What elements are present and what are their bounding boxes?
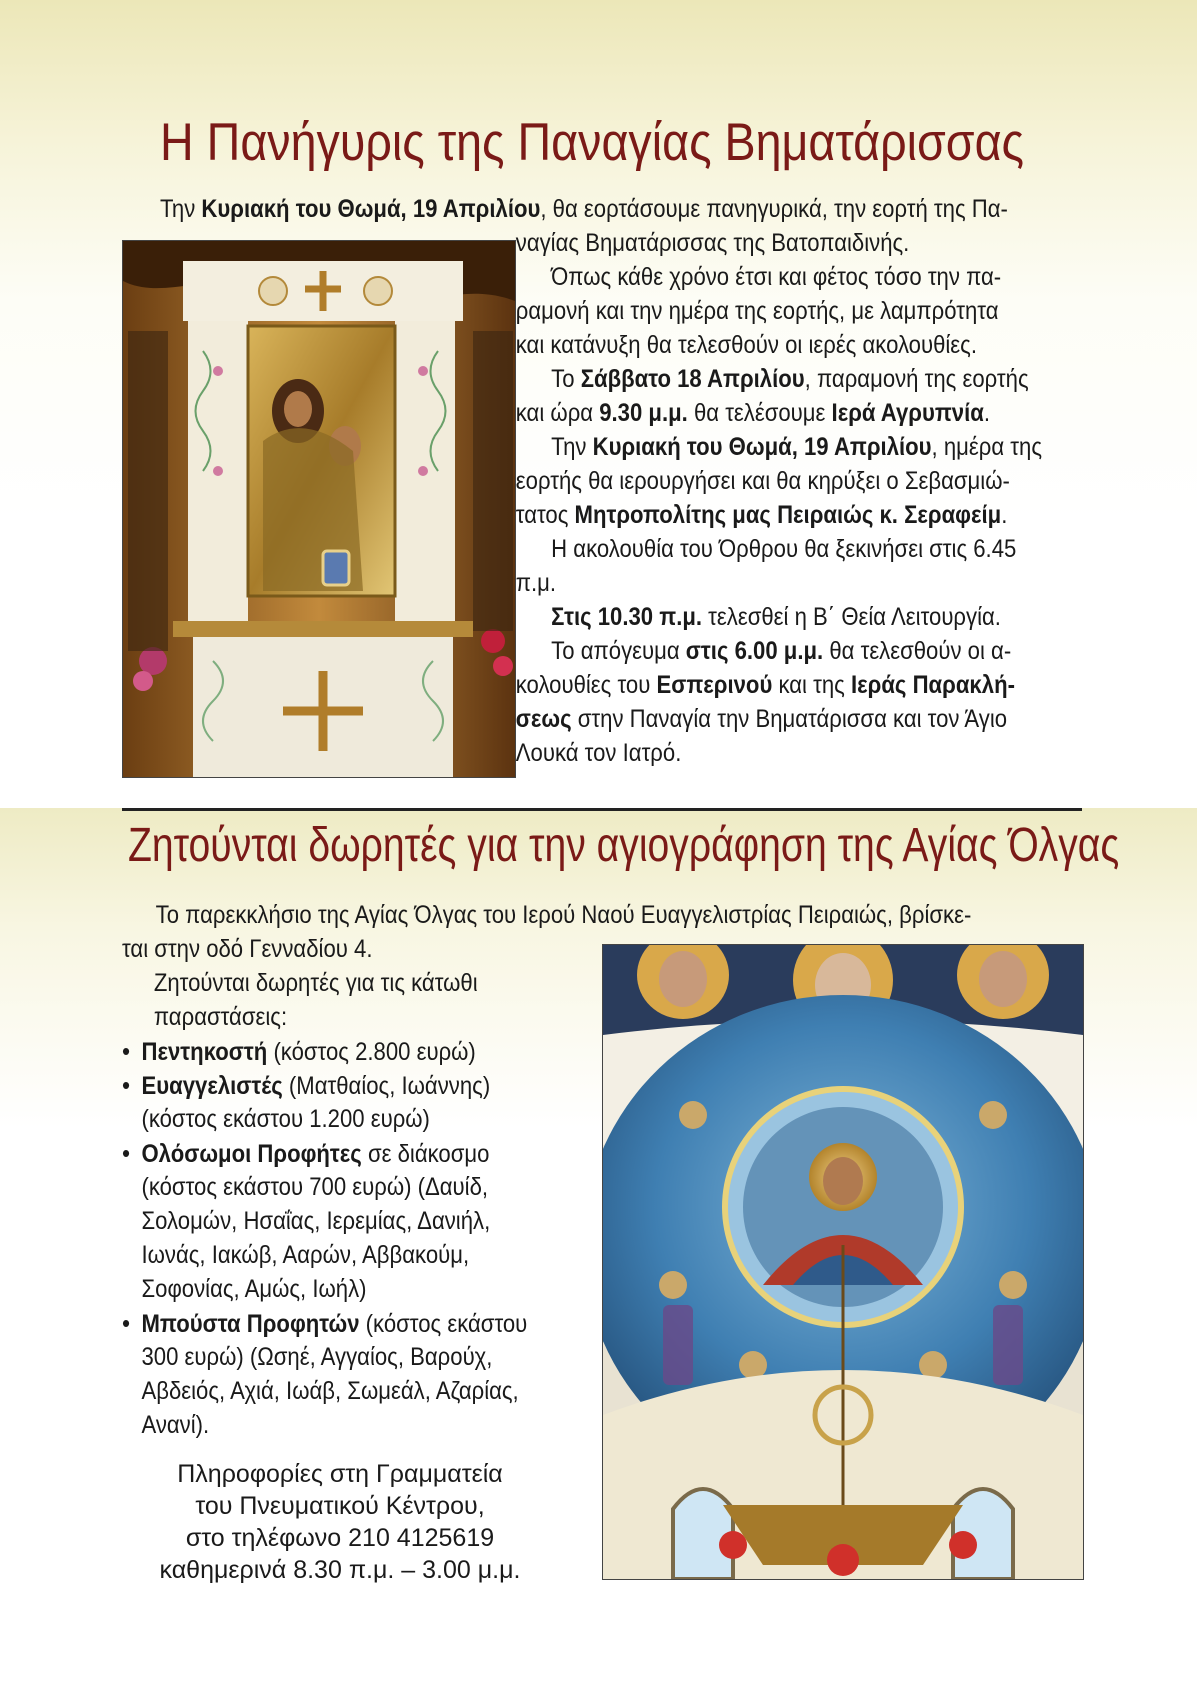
text-segment: Λουκά τον Ιατρό. xyxy=(515,739,682,767)
paragraph-line xyxy=(160,362,1042,396)
paragraph-line xyxy=(160,430,1042,464)
text-segment: Η ακολουθία του Όρθρου θα ξεκινήσει στις 6.45 xyxy=(551,535,1017,563)
emphasis-text: Κυριακή του Θωμά, 19 Απριλίου xyxy=(201,195,541,223)
paragraph-line xyxy=(160,294,1042,328)
list-item xyxy=(122,1068,527,1102)
emphasis-text: Ολόσωμοι Προφήτες xyxy=(141,1140,362,1168)
paragraph-line xyxy=(160,634,1042,668)
text-segment: , ημέρα της xyxy=(931,433,1042,461)
info-line: του Πνευματικού Κέντρου, xyxy=(195,1492,485,1520)
donors-section xyxy=(122,966,527,1442)
text-segment: εορτής θα ιερουργήσει και θα κηρύξει ο Σεβασμιώ- xyxy=(515,467,1010,495)
paragraph-line xyxy=(160,396,1042,430)
text-segment: Το απόγευμα xyxy=(551,637,686,665)
text-segment: π.μ. xyxy=(515,569,557,597)
text-segment: Σοφονίας, Αμώς, Ιωήλ) xyxy=(141,1275,367,1303)
paragraph-line xyxy=(160,192,1042,226)
section1-title: Η Πανήγυρις της Παναγίας Βηματάρισσας xyxy=(160,113,1025,172)
emphasis-text: Ιερά Αγρυπνία xyxy=(831,399,984,427)
paragraph-line xyxy=(160,702,1042,736)
dome-fresco-photo xyxy=(602,944,1084,1580)
text-segment: ραμονή και την ημέρα της εορτής, με λαμπρότητα xyxy=(515,297,999,325)
text-segment: (κόστος 2.800 ευρώ) xyxy=(267,1038,476,1066)
paragraph-line xyxy=(160,328,1042,362)
list-item-continuation xyxy=(122,1238,527,1272)
paragraph-line xyxy=(160,736,1042,770)
paragraph-line xyxy=(160,498,1042,532)
text-segment: Την xyxy=(551,433,593,461)
emphasis-text: 9.30 μ.μ. xyxy=(599,399,688,427)
emphasis-text: Ευαγγελιστές xyxy=(141,1072,283,1100)
paragraph-line xyxy=(160,464,1042,498)
list-item-continuation xyxy=(122,1170,527,1204)
list-item xyxy=(122,1136,527,1170)
info-line: Πληροφορίες στη Γραμματεία xyxy=(177,1460,503,1488)
text-segment: , παραμονή της εορτής xyxy=(804,365,1029,393)
text-segment: Ιωνάς, Ιακώβ, Ααρών, Αββακούμ, xyxy=(141,1241,470,1269)
paragraph-line xyxy=(160,668,1042,702)
list-item-continuation xyxy=(122,1272,527,1306)
paragraph-line xyxy=(160,532,1042,566)
text-segment: στην Παναγία την Βηματάρισσα και τον Άγιο xyxy=(571,705,1008,733)
text-segment: θα τελεσθούν οι α- xyxy=(823,637,1012,665)
list-item-continuation xyxy=(122,1102,527,1136)
text-segment: κολουθίες του xyxy=(515,671,657,699)
intro-line: Το παρεκκλήσιο της Αγίας Όλγας του Ιερού Ναού Ευαγγελιστρίας Πειραιώς, βρίσκε- xyxy=(155,901,972,929)
donors-line: παραστάσεις: xyxy=(153,1003,288,1031)
list-item-continuation xyxy=(122,1204,527,1238)
text-segment: ναγίας Βηματάρισσας της Βατοπαιδινής. xyxy=(515,229,910,257)
paragraph-line xyxy=(160,566,1042,600)
info-line: καθημερινά 8.30 π.μ. – 3.00 μ.μ. xyxy=(159,1556,521,1584)
text-segment: (κόστος εκάστου 1.200 ευρώ) xyxy=(141,1105,430,1133)
emphasis-text: Στις 10.30 π.μ. xyxy=(551,603,703,631)
text-segment: Όπως κάθε χρόνο έτσι και φέτος τόσο την πα- xyxy=(551,263,1002,291)
text-segment: θα τελέσουμε xyxy=(687,399,832,427)
emphasis-text: Εσπερινού xyxy=(656,671,773,699)
text-segment: (Ματθαίος, Ιωάννης) xyxy=(282,1072,491,1100)
text-segment: σε διάκοσμο xyxy=(361,1140,490,1168)
text-segment: τατος xyxy=(515,501,575,529)
text-segment: . xyxy=(983,399,990,427)
text-segment: Την xyxy=(160,195,202,223)
paragraph-line xyxy=(160,260,1042,294)
text-segment: τελεσθεί η Β΄ Θεία Λειτουργία. xyxy=(702,603,1001,631)
text-segment: (κόστος εκάστου 700 ευρώ) (Δαυίδ, xyxy=(141,1173,489,1201)
text-segment: (κόστος εκάστου xyxy=(359,1310,528,1338)
paragraph-line xyxy=(160,600,1042,634)
text-segment: Σολομών, Ησαΐας, Ιερεμίας, Δανιήλ, xyxy=(141,1207,491,1235)
list-item-continuation xyxy=(122,1340,527,1374)
emphasis-text: Σάββατο 18 Απριλίου xyxy=(580,365,805,393)
text-segment: και κατάνυξη θα τελεσθούν οι ιερές ακολουθίες. xyxy=(515,331,977,359)
text-segment: 300 ευρώ) (Ωσηέ, Αγγαίος, Βαρούχ, xyxy=(141,1343,493,1371)
emphasis-text: Πεντηκοστή xyxy=(141,1038,268,1066)
emphasis-text: στις 6.00 μ.μ. xyxy=(685,637,824,665)
emphasis-text: Ιεράς Παρακλή- xyxy=(850,671,1015,699)
text-segment: . xyxy=(1001,501,1008,529)
text-segment: και ώρα xyxy=(515,399,600,427)
list-item-continuation xyxy=(122,1408,527,1442)
emphasis-text: Μπούστα Προφητών xyxy=(141,1310,360,1338)
donors-line: Ζητούνται δωρητές για τις κάτωθι xyxy=(153,969,478,997)
section1-body xyxy=(160,192,1042,770)
info-block xyxy=(150,1458,530,1586)
list-item-continuation xyxy=(122,1374,527,1408)
intro-line: ται στην οδό Γενναδίου 4. xyxy=(122,935,373,963)
text-segment: Το xyxy=(551,365,581,393)
text-segment: , θα εορτάσουμε πανηγυρικά, την εορτή της Πα- xyxy=(540,195,1008,223)
list-item xyxy=(122,1034,527,1068)
info-line: στο τηλέφωνο 210 4125619 xyxy=(185,1524,495,1552)
emphasis-text: Κυριακή του Θωμά, 19 Απριλίου xyxy=(592,433,932,461)
section-divider xyxy=(122,808,1082,811)
list-item xyxy=(122,1306,527,1340)
text-segment: και της xyxy=(772,671,851,699)
text-segment: Αβδειός, Αχιά, Ιωάβ, Σωμεάλ, Αζαρίας, xyxy=(141,1377,519,1405)
paragraph-line xyxy=(160,226,1042,260)
section2-title: Ζητούνται δωρητές για την αγιογράφηση της Αγίας Όλγας xyxy=(128,819,1120,872)
emphasis-text: σεως xyxy=(515,705,572,733)
text-segment: Ανανί). xyxy=(141,1411,210,1439)
emphasis-text: Μητροπολίτης μας Πειραιώς κ. Σεραφείμ xyxy=(574,501,1002,529)
